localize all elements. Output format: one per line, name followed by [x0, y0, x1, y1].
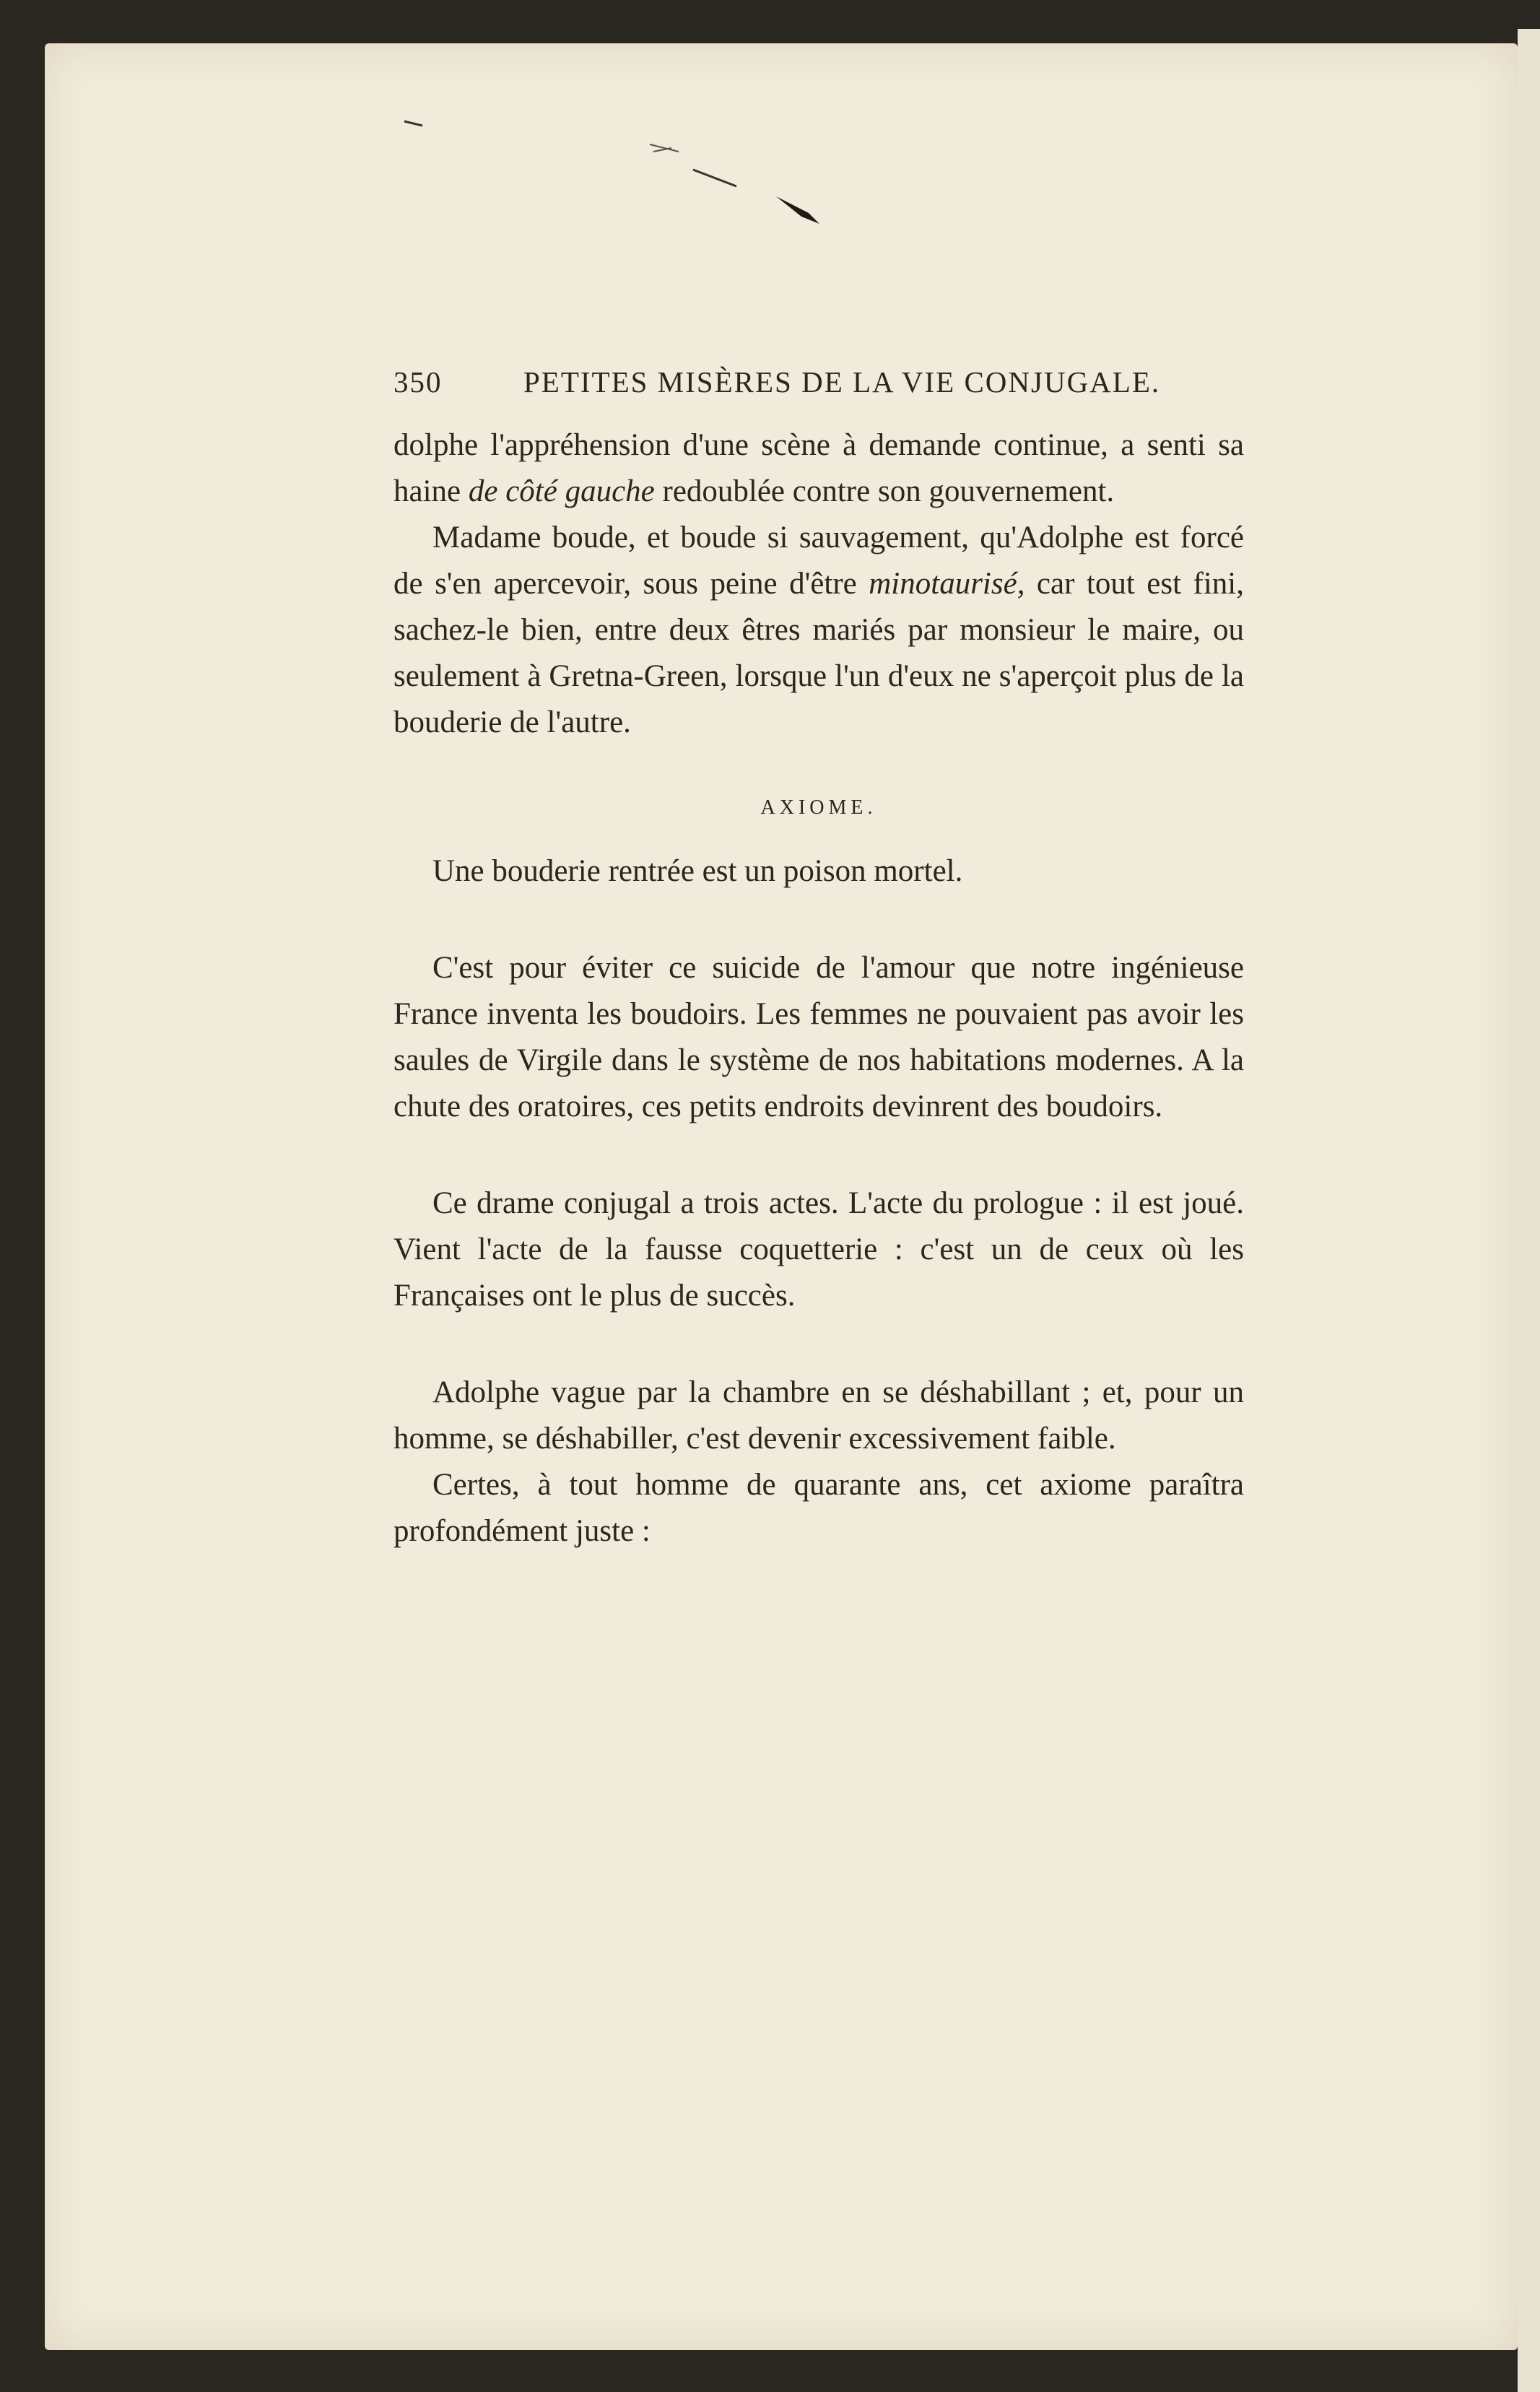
axiom-heading: AXIOME. [760, 796, 877, 819]
running-header [393, 365, 1244, 422]
page-number: 350 [393, 365, 443, 399]
paragraph-3: C'est pour éviter ce suicide de l'amour que notre ingénieuse France inventa les boudoirs. Les femmes ne pouvaient pas avoir les saules de Virgile dans le système de nos habitations modernes. A la chute des oratoires, ces petits endroits devinrent des boudoirs. [393, 951, 1244, 1123]
page-text [393, 365, 1244, 1554]
axiom-text: Une bouderie rentrée est un poison mortel. [432, 854, 963, 888]
paragraph-5: Adolphe vague par la chambre en se déshabillant ; et, pour un homme, se déshabiller, c'est devenir excessivement faible. [393, 1375, 1244, 1456]
paragraph-1: dolphe l'appréhension d'une scène à demande continue, a senti sa haine de côté gauche redoublée contre son gouvernement. [393, 428, 1244, 508]
page-edge [1518, 29, 1540, 2392]
ink-smudges [0, 0, 1540, 303]
paragraph-6: Certes, à tout homme de quarante ans, cet axiome paraîtra profondément juste : [393, 1468, 1244, 1548]
paragraph-4: Ce drame conjugal a trois actes. L'acte du prologue : il est joué. Vient l'acte de la fausse coquetterie : c'est un de ceux où les Françaises ont le plus de succès. [393, 1186, 1244, 1313]
paragraph-2: Madame boude, et boude si sauvagement, qu'Adolphe est forcé de s'en apercevoir, sous peine d'être minotaurisé, car tout est fini, sachez-le bien, entre deux êtres mariés par monsieur le maire, ou seulement à Gretna-Green, lorsque l'un d'eux ne s'aperçoit plus de la bouderie de l'autre. [393, 521, 1244, 739]
running-title: PETITES MISÈRES DE LA VIE CONJUGALE. [523, 365, 1161, 399]
